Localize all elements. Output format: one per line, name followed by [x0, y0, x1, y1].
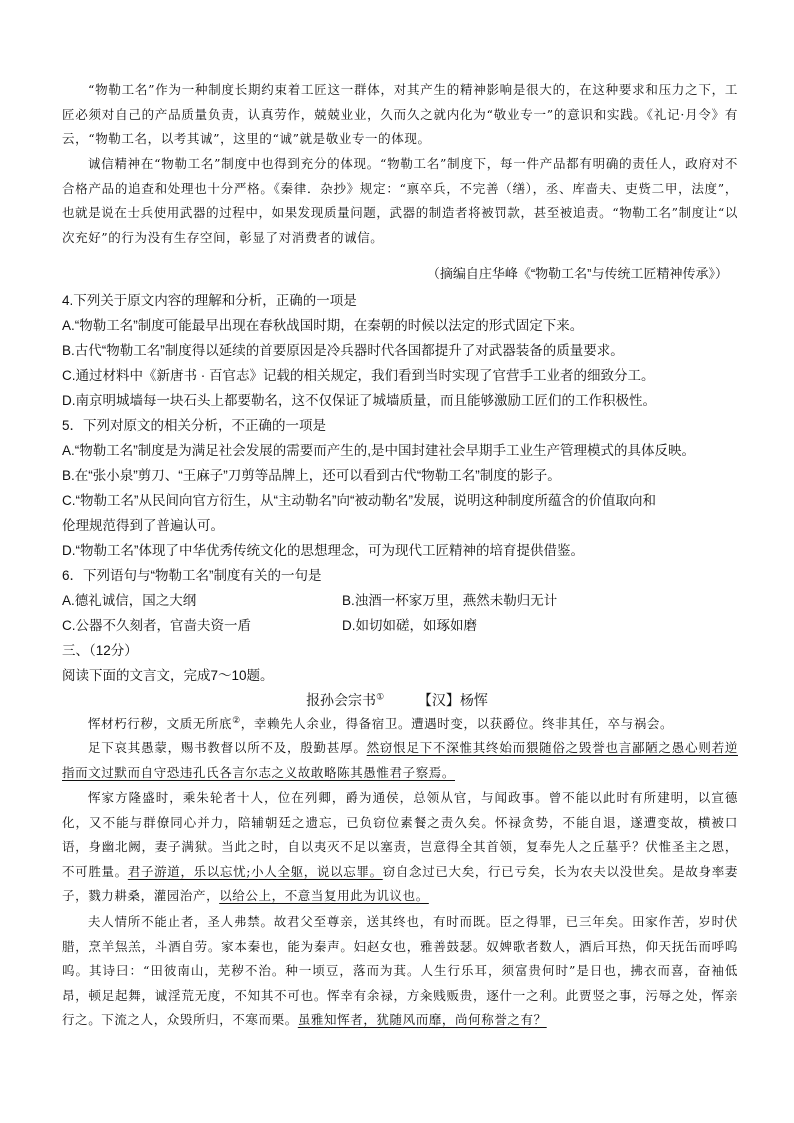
classical-paragraph-3	[62, 786, 738, 909]
question-5-option-a: A.“物勒工名”制度是为满足社会发展的需要而产生的,是中国封建社会早期手工业生产管理模式的具体反映。	[62, 443, 695, 458]
question-4-stem: 4.下列关于原文内容的理解和分析，正确的一项是	[62, 293, 357, 308]
p1-footnote-mark: ②	[232, 715, 241, 726]
passage-source: （摘编自庄华峰《“物勒工名”与传统工匠精神传承》）	[426, 266, 728, 281]
classical-paragraph-2	[62, 736, 738, 785]
question-6-option-d: D.如切如磋，如琢如磨	[342, 618, 477, 633]
question-6-stem: 6．下列语句与“物勒工名”制度有关的一句是	[62, 568, 322, 583]
question-6-option-c: C.公器不久刻者，官啬夫资一盾	[62, 618, 251, 633]
question-4-option-d: D.南京明城墙每一块石头上都要勒名，这不仅保证了城墙质量，而且能够激励工匠们的工作积极性。	[62, 393, 656, 408]
classical-p2-underlined: 然窃恨足下不深惟其终始而猥随俗之毁誉也言鄙陋之愚心则若逆指而文过默而自守恐违孔氏各言尔志之义故敢略陈其愚惟君子察焉。	[62, 740, 738, 780]
question-5-option-c: C.“物勒工名”从民间向官方衍生，从“主动勒名”向“被动勒名”发展，说明这种制度所蕴含的价值取向和	[62, 493, 656, 508]
classical-p3-underlined-2: 以给公上，不意当复用此为讥议也。	[219, 888, 429, 903]
classical-p3-underlined-1: 君子游道，乐以忘忧;小人全躯，说以忘罪。	[127, 863, 383, 879]
passage-paragraph-2: 诚信精神在“物勒工名”制度中也得到充分的体现。“物勒工名”制度下，每一件产品都有明确的责任人，政府对不合格产品的追查和处理也十分严格。《秦律．杂抄》规定：“禀卒兵，不完善（缮），丞、库啬夫、吏赀二甲，法度”，也就是说在士兵使用武器的过程中，如果发现质量问题，武器的制造者将被罚款，甚至被追责。“物勒工名”制度让“以次充好”的行为没有生存空间，彰显了对消费者的诚信。	[62, 156, 738, 245]
classical-p4-underlined: 虽雅知恽者，犹随风而靡，尚何称誉之有？	[297, 1012, 547, 1027]
classical-paragraph-1	[62, 712, 738, 737]
classical-title-line	[0, 688, 794, 712]
question-4-option-c: C.通过材料中《新唐书 · 百官志》记载的相关规定，我们看到当时实现了官营手工业者的细致分工。	[62, 368, 655, 383]
classical-p3-text: 恽家方隆盛时，乘朱轮者十人，位在列卿，爵为通侯，总领从官，与闻政事。曾不能以此时有所建明，以宣德化，又不能与群僚同心并力，陪辅朝廷之遗忘，已负窃位素餐之责久矣。怀禄贪势，不能自退，遂遭变故，横被口语，身幽北阙，妻子满狱。当此之时，自以夷灭不足以塞责，岂意得全其首领，复奉先人之丘墓乎？伏惟圣主之恩，不可胜量。	[62, 790, 738, 879]
question-5	[62, 413, 738, 563]
classical-p3-text-2: 窃自念过已大矣，行已亏矣，长为农夫以没世矣。是故身率妻子，戮力耕桑，灌园治产，	[62, 863, 738, 903]
classical-p2-text: 足下哀其愚蒙，赐书教督以所不及，殷勤甚厚。	[88, 740, 367, 755]
classical-title: 报孙会宗书	[306, 692, 377, 708]
classical-author: 【汉】杨恽	[417, 692, 488, 708]
question-5-option-b: B.在“张小泉”剪刀、“王麻子”刀剪等品牌上，还可以看到古代“物勒工名”制度的影子。	[62, 468, 561, 483]
classical-p4-text: 夫人情所不能止者，圣人弗禁。故君父至尊亲，送其终也，有时而既。臣之得罪，已三年矣。田家作苦，岁时伏腊，烹羊炰羔，斗酒自劳。家本秦也，能为秦声。妇赵女也，雅善鼓瑟。奴婢歌者数人，酒后耳热，仰天抚缶而呼呜呜。其诗曰：“田彼南山，芜秽不治。种一顷豆，落而为萁。人生行乐耳，须富贵何时”是日也，拂衣而喜，奋袖低昂，顿足起舞，诚淫荒无度，不知其不可也。恽幸有余禄，方籴贱贩贵，逐什一之利。此贾竖之事，污辱之处，恽亲行之。下流之人，众毁所归，不寒而栗。	[62, 914, 738, 1027]
question-6-option-b: B.浊酒一杯家万里，燕然未勒归无计	[342, 593, 558, 608]
passage-paragraph-1: “物勒工名”作为一种制度长期约束着工匠这一群体，对其产生的精神影响是很大的，在这种要求和压力之下，工匠必须对自己的产品质量负责，认真劳作，兢兢业业，久而久之就内化为“敬业专一”的意识和实践。《礼记·月令》有云，“物勒工名，以考其诚”，这里的“诚”就是敬业专一的体现。	[62, 82, 738, 146]
question-4-option-a: A.“物勒工名”制度可能最早出现在春秋战国时期，在秦朝的时候以法定的形式固定下来。	[62, 318, 584, 333]
question-5-option-d: D.“物勒工名”体现了中华优秀传统文化的思想理念，可为现代工匠精神的培育提供借鉴。	[62, 543, 584, 558]
classical-p1-text: 恽材朽行秽，文质无所底	[88, 716, 233, 731]
title-footnote-mark: ①	[376, 691, 385, 702]
question-5-stem: 5．下列对原文的相关分析，不正确的一项是	[62, 418, 327, 433]
question-5-option-c-cont: 伦理规范得到了普遍认可。	[62, 518, 224, 533]
question-4-option-b: B.古代“物勒工名”制度得以延续的首要原因是冷兵器时代各国都提升了对武器装备的质量要求。	[62, 343, 624, 358]
classical-p1-text-2: ，幸赖先人余业，得备宿卫。遭遇时变，以获爵位。终非其任，卒与祸会。	[240, 716, 674, 731]
classical-paragraph-4	[62, 910, 738, 1033]
question-4	[62, 288, 738, 413]
question-6-option-a: A.德礼诚信，国之大纲	[62, 593, 197, 608]
section-3-heading: 三、（12分）	[62, 643, 138, 658]
section-3-instruction: 阅读下面的文言文，完成7～10题。	[62, 668, 274, 683]
